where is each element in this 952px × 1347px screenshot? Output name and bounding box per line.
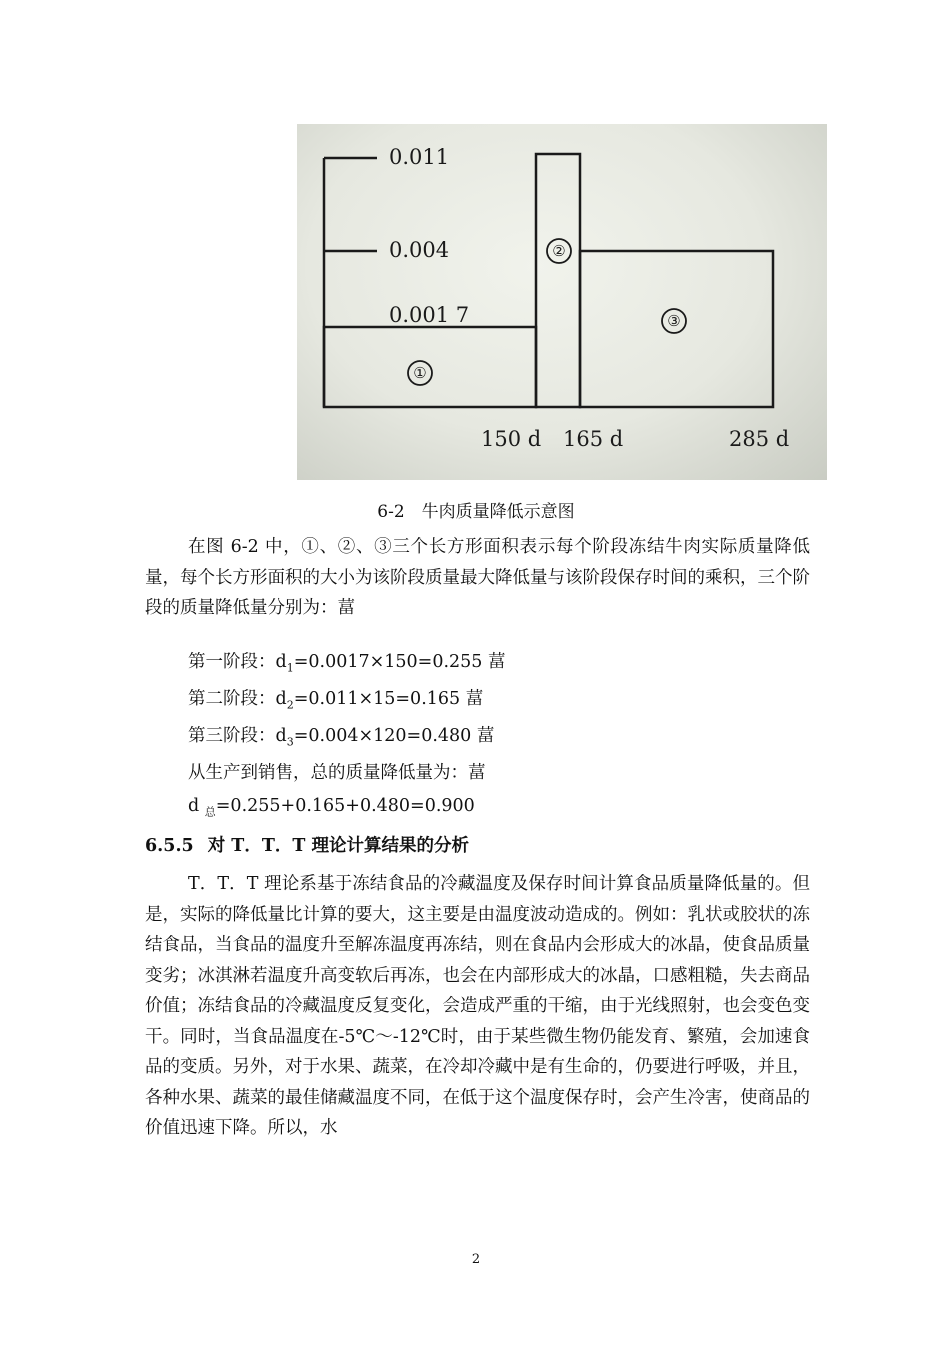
total-sub: 总 [204,805,216,819]
stage-3-label: 第三阶段：d [188,726,287,746]
region-label-2: ② [552,242,566,260]
stage-3-formula: =0.004×120=0.480 葍 [293,726,495,746]
x-label-165d: 165 d [563,427,624,451]
section-number: 6.5.5 [145,836,194,856]
x-label-285d: 285 d [729,427,790,451]
paragraph-2: T．T．T 理论系基于冻结食品的冷藏温度及保存时间计算食品质量降低量的。但是，实际的降低量比计算的要大，这主要是由温度波动造成的。例如：乳状或胶状的冻结食品，当食品的温度升至解冻温度再冻结，则在食品内会形成大的冰晶，使食品质量变劣；冰淇淋若温度升高变软后再冻，也会在内部形成大的冰晶，口感粗糙，失去商品价值；冻结食品的冷藏温度反复变化，会造成严重的干缩，由于光线照射，也会变色变干。同时，当食品温度在-5℃～-12℃时，由于某些微生物仍能发育、繁殖，会加速食品的变质。另外，对于水果、蔬菜，在冷却冷藏中是有生命的，仍要进行呼吸，并且，各种水果、蔬菜的最佳储藏温度不同，在低于这个温度保存时，会产生冷害，使商品的价值迅速下降。所以，水 [145,874,810,1138]
stage-1-sub: 1 [286,661,294,675]
stage-1-formula: =0.0017×150=0.255 葍 [293,652,506,672]
section-heading [145,832,469,857]
region-label-3: ③ [667,312,681,330]
stage-1-label: 第一阶段：d [188,652,287,672]
stage-3-sub: 3 [286,735,294,749]
diagram-svg [297,124,827,480]
region-label-1: ① [413,364,427,382]
page-number: 2 [471,1252,481,1267]
paragraph-1: 在图 6-2 中，①、②、③三个长方形面积表示每个阶段冻结牛肉实际质量降低量，每个长方形面积的大小为该阶段质量最大降低量与该阶段保存时间的乘积，三个阶段的质量降低量分别为：葍 [145,537,810,618]
stage-2-formula: =0.011×15=0.165 葍 [293,689,484,709]
stage-1-line [188,648,506,675]
total-formula: =0.255+0.165+0.480=0.900 [215,796,475,816]
stage-3-line [188,722,494,749]
figure-caption: 6-2 牛肉质量降低示意图 [377,502,575,522]
stage-2-sub: 2 [286,698,294,712]
total-label: d [188,796,205,816]
section-title: 对 T．T．T 理论计算结果的分析 [207,836,469,856]
y-label-00017: 0.001 7 [389,303,470,327]
quality-diagram [297,124,827,480]
y-label-0011: 0.011 [389,145,450,169]
rect-stage-2 [536,154,580,407]
total-intro: 从生产到销售，总的质量降低量为：葍 [188,763,486,783]
total-line [188,796,475,820]
stage-2-label: 第二阶段：d [188,689,287,709]
x-label-150d: 150 d [481,427,542,451]
y-label-0004: 0.004 [389,238,450,262]
stage-2-line [188,685,483,712]
